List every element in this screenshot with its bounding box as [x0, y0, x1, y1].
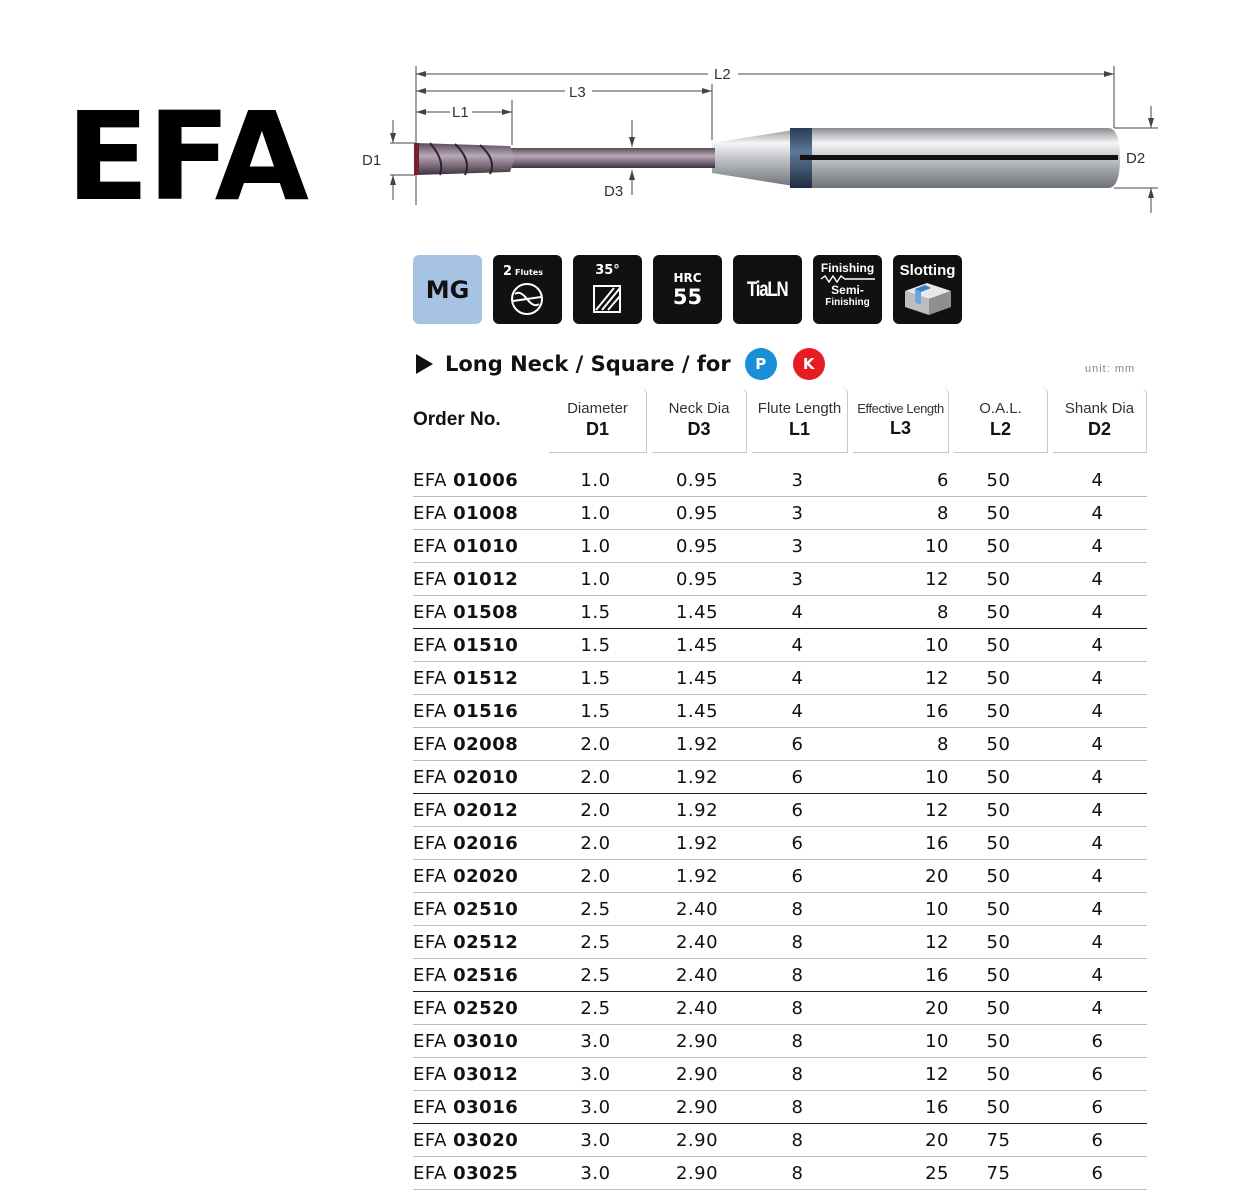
cell-l2: 50 — [949, 1025, 1048, 1058]
table-row — [413, 1025, 1147, 1058]
cell-d1: 1.5 — [544, 629, 647, 662]
cell-l3: 16 — [848, 827, 949, 860]
table-row — [413, 629, 1147, 662]
cell-l1: 8 — [747, 1091, 848, 1124]
table-row — [413, 827, 1147, 860]
cell-d3: 1.92 — [647, 761, 747, 794]
end-mill-dimension-diagram — [355, 55, 1165, 220]
table-row — [413, 959, 1147, 992]
cell-d3: 1.92 — [647, 827, 747, 860]
order-no-cell — [413, 497, 544, 530]
cell-l1: 4 — [747, 629, 848, 662]
order-code: 02516 — [453, 964, 519, 986]
table-row — [413, 530, 1147, 563]
cell-d3: 0.95 — [647, 530, 747, 563]
col-diameter: Diameter D1 — [544, 387, 647, 453]
cell-d1: 2.0 — [544, 794, 647, 827]
cell-l3: 12 — [848, 563, 949, 596]
cell-l3: 6 — [848, 464, 949, 497]
cell-l2: 50 — [949, 926, 1048, 959]
cell-d1: 1.0 — [544, 563, 647, 596]
cell-l2: 50 — [949, 464, 1048, 497]
cell-l3: 20 — [848, 992, 949, 1025]
spec-table — [413, 387, 1147, 1190]
order-prefix: EFA — [413, 799, 447, 821]
table-row — [413, 596, 1147, 629]
material-p-badge: P — [745, 348, 777, 380]
cell-d2: 4 — [1048, 662, 1147, 695]
cell-l2: 50 — [949, 893, 1048, 926]
cell-l1: 8 — [747, 1058, 848, 1091]
cell-l1: 6 — [747, 794, 848, 827]
order-code: 03025 — [453, 1162, 519, 1184]
cell-d3: 2.90 — [647, 1157, 747, 1190]
table-row — [413, 563, 1147, 596]
col-oal: O.A.L. L2 — [949, 387, 1048, 453]
cell-l3: 16 — [848, 959, 949, 992]
order-prefix: EFA — [413, 601, 447, 623]
order-no-cell — [413, 926, 544, 959]
order-prefix: EFA — [413, 667, 447, 689]
order-prefix: EFA — [413, 502, 447, 524]
cell-l3: 12 — [848, 1058, 949, 1091]
cell-d1: 2.5 — [544, 926, 647, 959]
cell-d2: 4 — [1048, 530, 1147, 563]
cell-d1: 2.0 — [544, 860, 647, 893]
cell-d1: 3.0 — [544, 1124, 647, 1157]
cell-d3: 1.45 — [647, 662, 747, 695]
order-prefix: EFA — [413, 997, 447, 1019]
table-row — [413, 761, 1147, 794]
cell-d3: 2.90 — [647, 1091, 747, 1124]
cell-l1: 3 — [747, 497, 848, 530]
cell-l3: 8 — [848, 497, 949, 530]
cell-l3: 12 — [848, 794, 949, 827]
cell-l1: 3 — [747, 530, 848, 563]
cell-l2: 50 — [949, 497, 1048, 530]
unit-label: unit: mm — [1085, 363, 1136, 375]
order-code: 03012 — [453, 1063, 519, 1085]
order-prefix: EFA — [413, 964, 447, 986]
order-no-cell — [413, 596, 544, 629]
order-no-cell — [413, 893, 544, 926]
order-no-cell — [413, 992, 544, 1025]
order-prefix: EFA — [413, 1030, 447, 1052]
order-code: 02512 — [453, 931, 519, 953]
cell-l2: 50 — [949, 530, 1048, 563]
cell-d3: 2.90 — [647, 1025, 747, 1058]
cell-l1: 8 — [747, 1025, 848, 1058]
cell-d3: 2.40 — [647, 926, 747, 959]
cell-d2: 4 — [1048, 827, 1147, 860]
col-neck-dia: Neck Dia D3 — [647, 387, 747, 453]
cell-d2: 6 — [1048, 1025, 1147, 1058]
dim-label-l3: L3 — [569, 84, 586, 101]
cell-l3: 16 — [848, 695, 949, 728]
order-prefix: EFA — [413, 733, 447, 755]
cell-d1: 1.5 — [544, 695, 647, 728]
cell-l1: 8 — [747, 1157, 848, 1190]
order-code: 01006 — [453, 469, 519, 491]
cell-l1: 4 — [747, 596, 848, 629]
order-no-cell — [413, 530, 544, 563]
cell-d2: 4 — [1048, 992, 1147, 1025]
cell-l1: 3 — [747, 563, 848, 596]
cell-l2: 50 — [949, 761, 1048, 794]
order-code: 01008 — [453, 502, 519, 524]
cell-l3: 10 — [848, 1025, 949, 1058]
order-prefix: EFA — [413, 766, 447, 788]
cell-l1: 6 — [747, 728, 848, 761]
cell-d3: 0.95 — [647, 464, 747, 497]
shank-stripe — [800, 155, 1118, 160]
cell-d3: 1.45 — [647, 596, 747, 629]
order-code: 01516 — [453, 700, 519, 722]
material-k-badge: K — [793, 348, 825, 380]
triangle-bullet-icon — [416, 354, 433, 374]
cell-l3: 20 — [848, 1124, 949, 1157]
order-no-cell — [413, 464, 544, 497]
cell-d3: 1.45 — [647, 695, 747, 728]
table-row — [413, 1058, 1147, 1091]
dim-label-d2: D2 — [1126, 150, 1146, 167]
cell-l2: 50 — [949, 1058, 1048, 1091]
cell-d2: 4 — [1048, 728, 1147, 761]
cell-l2: 75 — [949, 1157, 1048, 1190]
cell-d1: 2.0 — [544, 827, 647, 860]
order-no-cell — [413, 1091, 544, 1124]
slotting-block-icon — [901, 281, 955, 317]
cell-d3: 1.92 — [647, 860, 747, 893]
cell-l1: 8 — [747, 1124, 848, 1157]
cell-l2: 50 — [949, 629, 1048, 662]
cell-l2: 50 — [949, 563, 1048, 596]
cell-l3: 8 — [848, 728, 949, 761]
order-no-cell — [413, 761, 544, 794]
order-no-cell — [413, 1025, 544, 1058]
order-no-cell — [413, 629, 544, 662]
order-no-cell — [413, 1157, 544, 1190]
cell-d2: 6 — [1048, 1124, 1147, 1157]
finishing-icon: Finishing Semi- Finishing — [813, 255, 882, 324]
order-prefix: EFA — [413, 535, 447, 557]
cell-l1: 6 — [747, 761, 848, 794]
order-prefix: EFA — [413, 568, 447, 590]
order-prefix: EFA — [413, 832, 447, 854]
col-shank-dia: Shank Dia D2 — [1048, 387, 1147, 453]
cell-l1: 4 — [747, 695, 848, 728]
cell-d1: 3.0 — [544, 1025, 647, 1058]
section-heading — [416, 348, 825, 380]
order-code: 03020 — [453, 1129, 519, 1151]
cell-d2: 4 — [1048, 926, 1147, 959]
order-code: 02020 — [453, 865, 519, 887]
cell-d1: 2.0 — [544, 761, 647, 794]
cell-l3: 10 — [848, 893, 949, 926]
cell-d2: 4 — [1048, 794, 1147, 827]
order-code: 01010 — [453, 535, 519, 557]
cell-l2: 50 — [949, 860, 1048, 893]
cell-d1: 1.0 — [544, 530, 647, 563]
table-row — [413, 794, 1147, 827]
mg-badge: MG — [413, 255, 482, 324]
cell-l2: 50 — [949, 728, 1048, 761]
order-prefix: EFA — [413, 1063, 447, 1085]
table-row — [413, 926, 1147, 959]
cell-l3: 10 — [848, 629, 949, 662]
col-flute-length: Flute Length L1 — [747, 387, 848, 453]
order-prefix: EFA — [413, 1096, 447, 1118]
order-code: 01508 — [453, 601, 519, 623]
cell-l1: 3 — [747, 464, 848, 497]
cell-l2: 50 — [949, 695, 1048, 728]
neck-body — [505, 148, 715, 168]
cell-l2: 50 — [949, 959, 1048, 992]
cell-d3: 0.95 — [647, 497, 747, 530]
slotting-icon: Slotting — [893, 255, 962, 324]
order-prefix: EFA — [413, 634, 447, 656]
cell-d1: 2.5 — [544, 959, 647, 992]
order-code: 03016 — [453, 1096, 519, 1118]
dim-label-l1: L1 — [452, 104, 469, 121]
cell-d3: 2.40 — [647, 893, 747, 926]
cell-d2: 4 — [1048, 497, 1147, 530]
order-prefix: EFA — [413, 469, 447, 491]
cell-d1: 1.5 — [544, 662, 647, 695]
dim-label-d1: D1 — [362, 152, 382, 169]
hrc-55-icon: HRC 55 — [653, 255, 722, 324]
cell-l1: 6 — [747, 860, 848, 893]
table-row — [413, 695, 1147, 728]
order-code: 03010 — [453, 1030, 519, 1052]
cell-l2: 50 — [949, 794, 1048, 827]
order-prefix: EFA — [413, 1162, 447, 1184]
order-no-cell — [413, 563, 544, 596]
tialn-coating-icon: TiaLN — [733, 255, 802, 324]
cell-d3: 2.40 — [647, 992, 747, 1025]
cell-l2: 75 — [949, 1124, 1048, 1157]
cell-l1: 6 — [747, 827, 848, 860]
feature-icons — [413, 255, 962, 324]
helix-angle-icon — [593, 285, 623, 313]
order-code: 01012 — [453, 568, 519, 590]
table-header-row — [413, 387, 1147, 453]
order-prefix: EFA — [413, 865, 447, 887]
section-title: Long Neck / Square / for — [445, 352, 731, 376]
table-row — [413, 497, 1147, 530]
cell-d2: 4 — [1048, 464, 1147, 497]
cell-d1: 1.0 — [544, 464, 647, 497]
order-no-cell — [413, 695, 544, 728]
cell-d1: 1.0 — [544, 497, 647, 530]
cell-l3: 8 — [848, 596, 949, 629]
cell-d3: 2.90 — [647, 1058, 747, 1091]
cell-d1: 3.0 — [544, 1157, 647, 1190]
cell-d2: 6 — [1048, 1157, 1147, 1190]
cell-d3: 1.92 — [647, 728, 747, 761]
cell-d2: 4 — [1048, 761, 1147, 794]
cell-d2: 6 — [1048, 1058, 1147, 1091]
cell-l3: 20 — [848, 860, 949, 893]
cell-l2: 50 — [949, 1091, 1048, 1124]
order-no-cell — [413, 662, 544, 695]
order-code: 01510 — [453, 634, 519, 656]
flute-cross-section-icon — [508, 280, 546, 318]
order-prefix: EFA — [413, 1129, 447, 1151]
table-row — [413, 1124, 1147, 1157]
order-no-cell — [413, 860, 544, 893]
cell-d3: 1.92 — [647, 794, 747, 827]
cell-d2: 4 — [1048, 893, 1147, 926]
cell-d3: 2.90 — [647, 1124, 747, 1157]
cell-d1: 1.5 — [544, 596, 647, 629]
product-title: EFA — [66, 86, 308, 228]
order-prefix: EFA — [413, 898, 447, 920]
order-code: 02008 — [453, 733, 519, 755]
table-row — [413, 860, 1147, 893]
cell-l1: 8 — [747, 926, 848, 959]
cell-l2: 50 — [949, 992, 1048, 1025]
cell-d2: 4 — [1048, 860, 1147, 893]
cell-l2: 50 — [949, 827, 1048, 860]
cell-l3: 10 — [848, 530, 949, 563]
cell-d3: 0.95 — [647, 563, 747, 596]
cell-d1: 2.5 — [544, 992, 647, 1025]
table-row — [413, 464, 1147, 497]
cell-d2: 4 — [1048, 959, 1147, 992]
cell-d1: 3.0 — [544, 1091, 647, 1124]
table-row — [413, 728, 1147, 761]
cell-l3: 12 — [848, 926, 949, 959]
cell-d2: 4 — [1048, 629, 1147, 662]
cell-d1: 2.0 — [544, 728, 647, 761]
order-no-cell — [413, 1124, 544, 1157]
table-row — [413, 1157, 1147, 1190]
cell-d3: 2.40 — [647, 959, 747, 992]
cell-l3: 25 — [848, 1157, 949, 1190]
cell-d2: 4 — [1048, 596, 1147, 629]
order-code: 02510 — [453, 898, 519, 920]
table-row — [413, 662, 1147, 695]
cell-d2: 4 — [1048, 563, 1147, 596]
order-no-cell — [413, 1058, 544, 1091]
order-no-cell — [413, 728, 544, 761]
cell-l2: 50 — [949, 596, 1048, 629]
cell-l1: 8 — [747, 893, 848, 926]
table-row — [413, 1091, 1147, 1124]
order-no-cell — [413, 827, 544, 860]
cell-l3: 16 — [848, 1091, 949, 1124]
cell-d3: 1.45 — [647, 629, 747, 662]
col-effective-length: Effective Length L3 — [848, 387, 949, 453]
dim-label-d3: D3 — [604, 183, 624, 200]
table-row — [413, 992, 1147, 1025]
dim-label-l2: L2 — [714, 66, 731, 83]
two-flutes-icon: 2 Flutes — [493, 255, 562, 324]
table-row — [413, 893, 1147, 926]
cell-l1: 4 — [747, 662, 848, 695]
cell-l1: 8 — [747, 959, 848, 992]
order-code: 02010 — [453, 766, 519, 788]
cell-l3: 10 — [848, 761, 949, 794]
order-prefix: EFA — [413, 931, 447, 953]
cell-d1: 2.5 — [544, 893, 647, 926]
cell-l1: 8 — [747, 992, 848, 1025]
order-no-cell — [413, 794, 544, 827]
cell-d2: 4 — [1048, 695, 1147, 728]
cell-l3: 12 — [848, 662, 949, 695]
col-order-no: Order No. — [413, 409, 501, 430]
cell-d2: 6 — [1048, 1091, 1147, 1124]
cell-d1: 3.0 — [544, 1058, 647, 1091]
order-prefix: EFA — [413, 700, 447, 722]
order-code: 02016 — [453, 832, 519, 854]
order-code: 02520 — [453, 997, 519, 1019]
order-no-cell — [413, 959, 544, 992]
helix-35-icon: 35° — [573, 255, 642, 324]
cell-l2: 50 — [949, 662, 1048, 695]
order-code: 02012 — [453, 799, 519, 821]
order-code: 01512 — [453, 667, 519, 689]
